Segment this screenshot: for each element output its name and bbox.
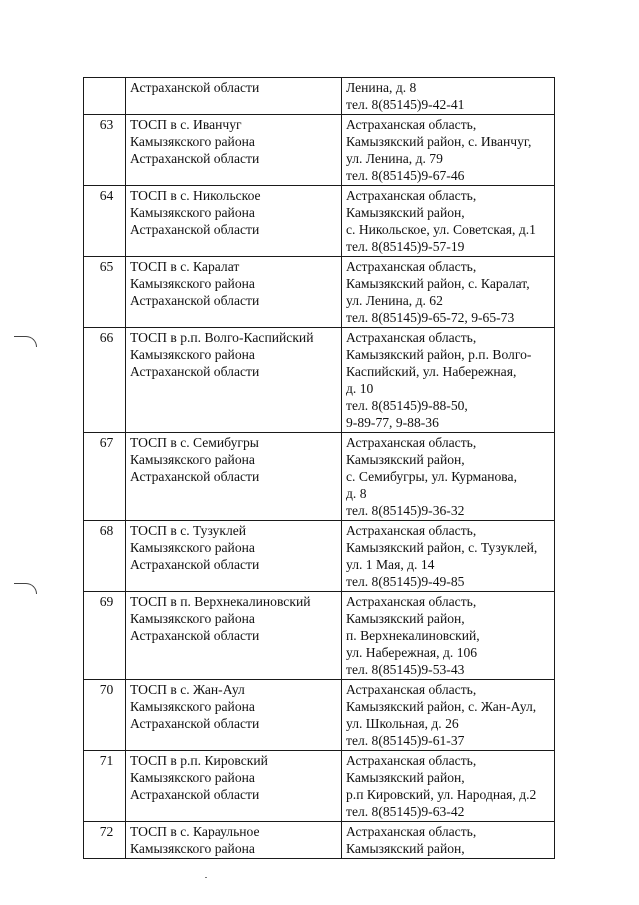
office-name-line: Камызякского района	[130, 276, 255, 291]
row-number-cell: 66	[84, 328, 126, 433]
address-line: ул. Ленина, д. 79	[346, 151, 443, 166]
office-name-line: ТОСП в с. Тузуклей	[130, 523, 247, 538]
row-number-cell: 67	[84, 433, 126, 521]
office-name-line: ТОСП в с. Иванчуг	[130, 117, 242, 132]
office-name-line: Астраханской области	[130, 557, 260, 572]
address-line: д. 8	[346, 486, 367, 501]
address-line: ул. 1 Мая, д. 14	[346, 557, 435, 572]
address-line: тел. 8(85145)9-57-19	[346, 239, 465, 254]
address-line: Астраханская область,	[346, 435, 477, 450]
address-line: Астраханская область,	[346, 259, 477, 274]
table-row	[84, 433, 555, 521]
office-name-line: ТОСП в п. Верхнекалиновский	[130, 594, 311, 609]
row-number-cell: 63	[84, 115, 126, 186]
address-line: Камызякский район,	[346, 611, 465, 626]
office-name-line: Астраханской области	[130, 151, 260, 166]
address-line: 9-89-77, 9-88-36	[346, 415, 439, 430]
table-row	[84, 328, 555, 433]
address-line: п. Верхнекалиновский,	[346, 628, 480, 643]
office-name-line: Астраханской области	[130, 364, 260, 379]
office-name-line: ТОСП в с. Никольское	[130, 188, 261, 203]
office-name-line: Камызякского района	[130, 452, 255, 467]
scan-speck	[205, 877, 207, 878]
table-row	[84, 680, 555, 751]
address-cell	[342, 78, 555, 115]
address-cell	[342, 186, 555, 257]
office-name-cell	[126, 521, 342, 592]
office-name-line: ТОСП в с. Жан-Аул	[130, 682, 245, 697]
row-number-cell: 70	[84, 680, 126, 751]
address-line: тел. 8(85145)9-61-37	[346, 733, 465, 748]
office-name-line: Камызякского района	[130, 770, 255, 785]
office-name-line: Астраханской области	[130, 628, 260, 643]
registry-rows	[84, 78, 555, 859]
address-line: с. Никольское, ул. Советская, д.1	[346, 222, 536, 237]
row-number-cell: 69	[84, 592, 126, 680]
office-registry-table	[83, 77, 555, 859]
office-name-line: Камызякского района	[130, 205, 255, 220]
office-name-cell	[126, 78, 342, 115]
address-line: ул. Школьная, д. 26	[346, 716, 459, 731]
office-name-line: Астраханской области	[130, 716, 260, 731]
address-line: Астраханская область,	[346, 330, 477, 345]
address-line: тел. 8(85145)9-49-85	[346, 574, 465, 589]
address-line: Камызякский район, с. Иванчуг,	[346, 134, 532, 149]
office-name-line: Астраханской области	[130, 80, 260, 95]
address-line: тел. 8(85145)9-67-46	[346, 168, 465, 183]
address-line: д. 10	[346, 381, 374, 396]
office-name-cell	[126, 328, 342, 433]
office-name-line: ТОСП в р.п. Волго-Каспийский	[130, 330, 314, 345]
address-line: тел. 8(85145)9-36-32	[346, 503, 465, 518]
office-name-line: Астраханской области	[130, 469, 260, 484]
office-name-line: Камызякского района	[130, 540, 255, 555]
row-number-cell	[84, 78, 126, 115]
office-name-cell	[126, 257, 342, 328]
address-cell	[342, 433, 555, 521]
address-line: ул. Набережная, д. 106	[346, 645, 478, 660]
office-name-line: ТОСП в р.п. Кировский	[130, 753, 268, 768]
address-line: Астраханская область,	[346, 117, 477, 132]
address-line: тел. 8(85145)9-65-72, 9-65-73	[346, 310, 515, 325]
address-line: Астраханская область,	[346, 824, 477, 839]
table-row	[84, 751, 555, 822]
row-number-cell: 68	[84, 521, 126, 592]
address-line: Астраханская область,	[346, 682, 477, 697]
table-row	[84, 186, 555, 257]
office-name-line: Камызякского района	[130, 134, 255, 149]
office-name-line: Астраханской области	[130, 787, 260, 802]
address-line: Астраханская область,	[346, 188, 477, 203]
address-line: тел. 8(85145)9-42-41	[346, 97, 465, 112]
address-line: тел. 8(85145)9-63-42	[346, 804, 465, 819]
address-cell	[342, 521, 555, 592]
address-line: ул. Ленина, д. 62	[346, 293, 443, 308]
office-name-line: Астраханской области	[130, 293, 260, 308]
office-name-cell	[126, 751, 342, 822]
address-line: Астраханская область,	[346, 594, 477, 609]
address-line: Камызякский район,	[346, 841, 465, 856]
office-name-cell	[126, 592, 342, 680]
office-name-cell	[126, 186, 342, 257]
address-line: с. Семибугры, ул. Курманова,	[346, 469, 517, 484]
table-row	[84, 592, 555, 680]
office-name-line: Камызякского района	[130, 611, 255, 626]
punch-hole-mark	[14, 336, 37, 347]
office-name-cell	[126, 680, 342, 751]
address-line: Камызякский район, с. Каралат,	[346, 276, 530, 291]
address-line: р.п Кировский, ул. Народная, д.2	[346, 787, 537, 802]
address-line: Камызякский район, с. Тузуклей,	[346, 540, 538, 555]
address-line: Каспийский, ул. Набережная,	[346, 364, 517, 379]
office-name-line: Камызякского района	[130, 347, 255, 362]
address-cell	[342, 822, 555, 859]
address-line: Астраханская область,	[346, 523, 477, 538]
address-cell	[342, 751, 555, 822]
row-number-cell: 71	[84, 751, 126, 822]
row-number-cell: 64	[84, 186, 126, 257]
address-cell	[342, 592, 555, 680]
address-line: Камызякский район, р.п. Волго-	[346, 347, 532, 362]
office-name-line: Камызякского района	[130, 841, 255, 856]
address-line: Камызякский район,	[346, 452, 465, 467]
address-line: тел. 8(85145)9-88-50,	[346, 398, 468, 413]
address-cell	[342, 115, 555, 186]
office-name-line: Астраханской области	[130, 222, 260, 237]
office-name-line: Камызякского района	[130, 699, 255, 714]
address-line: Астраханская область,	[346, 753, 477, 768]
address-line: Камызякский район,	[346, 770, 465, 785]
office-name-cell	[126, 822, 342, 859]
table-row	[84, 115, 555, 186]
table-row	[84, 78, 555, 115]
punch-hole-mark	[14, 583, 37, 594]
office-name-cell	[126, 433, 342, 521]
office-name-line: ТОСП в с. Семибугры	[130, 435, 259, 450]
office-name-line: ТОСП в с. Каралат	[130, 259, 240, 274]
office-name-cell	[126, 115, 342, 186]
table-row	[84, 257, 555, 328]
address-line: тел. 8(85145)9-53-43	[346, 662, 465, 677]
table-row	[84, 521, 555, 592]
address-line: Камызякский район,	[346, 205, 465, 220]
address-line: Ленина, д. 8	[346, 80, 417, 95]
address-cell	[342, 257, 555, 328]
address-cell	[342, 680, 555, 751]
table-row	[84, 822, 555, 859]
office-name-line: ТОСП в с. Караульное	[130, 824, 260, 839]
address-cell	[342, 328, 555, 433]
row-number-cell: 72	[84, 822, 126, 859]
address-line: Камызякский район, с. Жан-Аул,	[346, 699, 537, 714]
row-number-cell: 65	[84, 257, 126, 328]
